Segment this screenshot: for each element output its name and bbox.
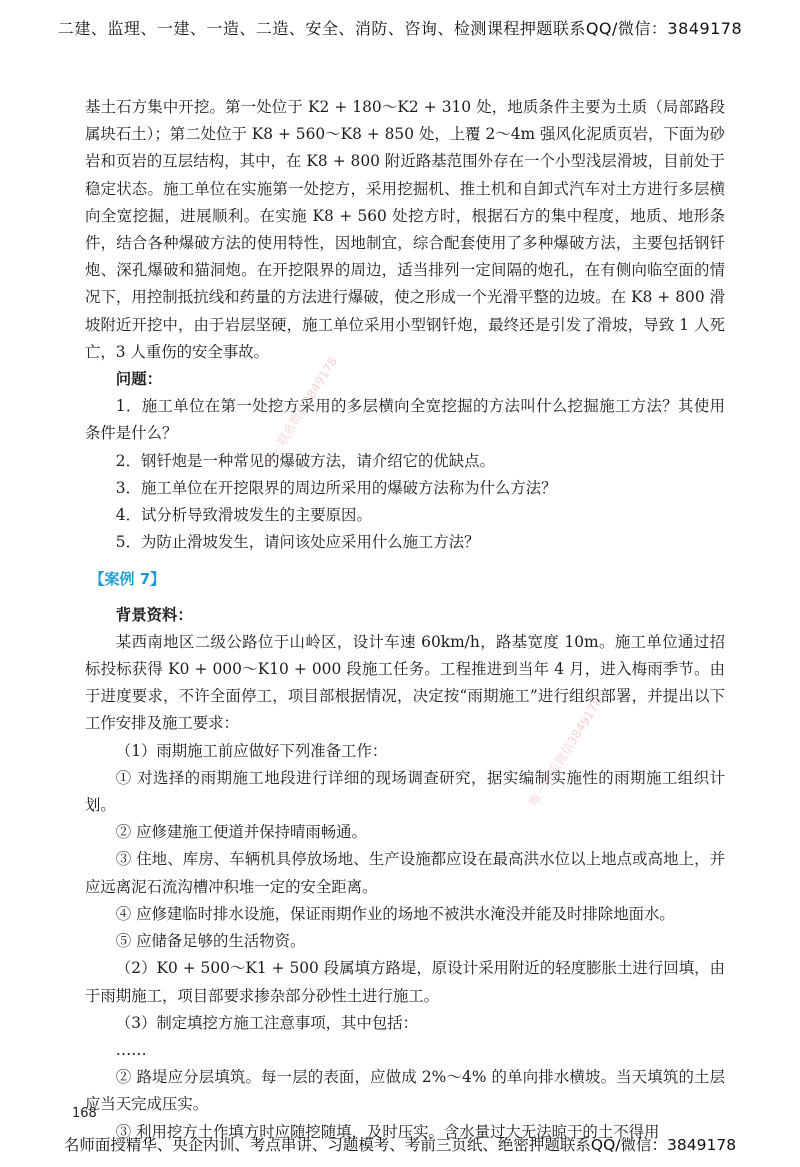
requirement-1-d: ④ 应修建临时排水设施，保证雨期作业的场地不被洪水淹没并能及时排除地面水。 [115, 904, 675, 923]
document-body [85, 94, 725, 1146]
case-continuation-paragraph: 基土石方集中开挖。第一处位于 K2 + 180～K2 + 310 处，地质条件主要为土质（局部路段属块石土）；第二处位于 K8 + 560～K8 + 850 处，上覆 2～4m 强风化泥质页岩，下面为砂岩和页岩的互层结构，其中，在 K8 + 800 附近路基范围外存在一个小型浅层滑坡，目前处于稳定状态。施工单位在实施第一处挖方，采用挖掘机、推土机和自卸式汽车对土方进行多层横向全宽挖掘，进展顺利。在实施 K8 + 560 处挖方时，根据石方的集中程度，地质、地形条件，结合各种爆破方法的使用特性，因地制宜，综合配套使用了多种爆破方法，主要包括钢钎炮、深孔爆破和猫洞炮。在开挖限界的周边，适当排列一定间隔的炮孔，在有侧向临空面的情况下，用控制抵抗线和药量的方法进行爆破，使之形成一个光滑平整的边坡。在 K8 + 800 滑坡附近开挖中，由于岩层坚硬，施工单位采用小型钢钎炮，最终还是引发了滑坡，导致 1 人死亡，3 人重伤的安全事故。 [85, 98, 725, 361]
page-header-ad: 二建、监理、一建、一造、二造、安全、消防、咨询、检测课程押题联系QQ/微信：3849178 [57, 19, 743, 38]
question-3: 3．施工单位在开挖限界的周边所采用的爆破方法称为什么方法？ [115, 478, 557, 497]
requirement-3-b: ② 路堤应分层填筑。每一层的表面，应做成 2%～4% 的单向排水横坡。当天填筑的土层应当天完成压实。 [85, 1068, 725, 1114]
background-paragraph: 某西南地区二级公路位于山岭区，设计车速 60km/h，路基宽度 10m。施工单位通过招标投标获得 K0 + 000～K10 + 000 段施工任务。工程推进到当年 4 月，进入梅雨季节。由于进度要求，不许全面停工，项目部根据情况，决定按“雨期施工”进行组织部署，并提出以下工作安排及施工要求： [85, 632, 725, 733]
requirement-1-b: ② 应修建施工便道并保持晴雨畅通。 [115, 823, 367, 842]
background-heading: 背景资料： [115, 605, 193, 624]
page-footer-ad: 名师面授精华、央企内训、考点串讲、习题模考、考前三页纸、绝密押题联系QQ/微信：3849178 [63, 1136, 737, 1154]
requirement-3-c: ③ 利用挖方土作填方时应随挖随填，及时压实。含水量过大无法晾干的土不得用 [115, 1122, 660, 1141]
requirement-1-e: ⑤ 应储备足够的生活物资。 [115, 932, 306, 951]
watermark-text: 唯一联系微信3849178 [526, 694, 606, 809]
requirement-1-a: ① 对选择的雨期施工地段进行详细的现场调查研究，据实编制实施性的雨期施工组织计划。 [85, 768, 725, 815]
question-2: 2．钢钎炮是一种常见的爆破方法，请介绍它的优缺点。 [115, 451, 495, 470]
question-4: 4．试分析导致滑坡发生的主要原因。 [115, 506, 372, 525]
question-5: 5．为防止滑坡发生，请问该处应采用什么施工方法？ [115, 533, 480, 552]
requirement-2: （2）K0 + 500～K1 + 500 段属填方路堤，原设计采用附近的轻度膨胀土进行回填，由于雨期施工，项目部要求掺杂部分砂性土进行施工。 [85, 959, 725, 1005]
ellipsis: …… [115, 1040, 147, 1059]
requirement-1-c: ③ 住地、库房、车辆机具停放场地、生产设施都应设在最高洪水位以上地点或高地上，并应远离泥石流沟槽冲积堆一定的安全距离。 [85, 850, 725, 896]
requirement-1: （1）雨期施工前应做好下列准备工作： [115, 741, 388, 760]
case-7-title: 【案例 7】 [89, 570, 166, 589]
watermark-text: 唯一联系微信3849178 [261, 354, 341, 469]
questions-heading: 问题： [115, 370, 162, 389]
requirement-3: （3）制定填挖方施工注意事项，其中包括： [115, 1013, 419, 1032]
question-1: 1．施工单位在第一处挖方采用的多层横向全宽挖掘的方法叫什么挖掘施工方法？其使用条件是什么？ [85, 397, 725, 443]
page-number: 168 [72, 1106, 97, 1121]
